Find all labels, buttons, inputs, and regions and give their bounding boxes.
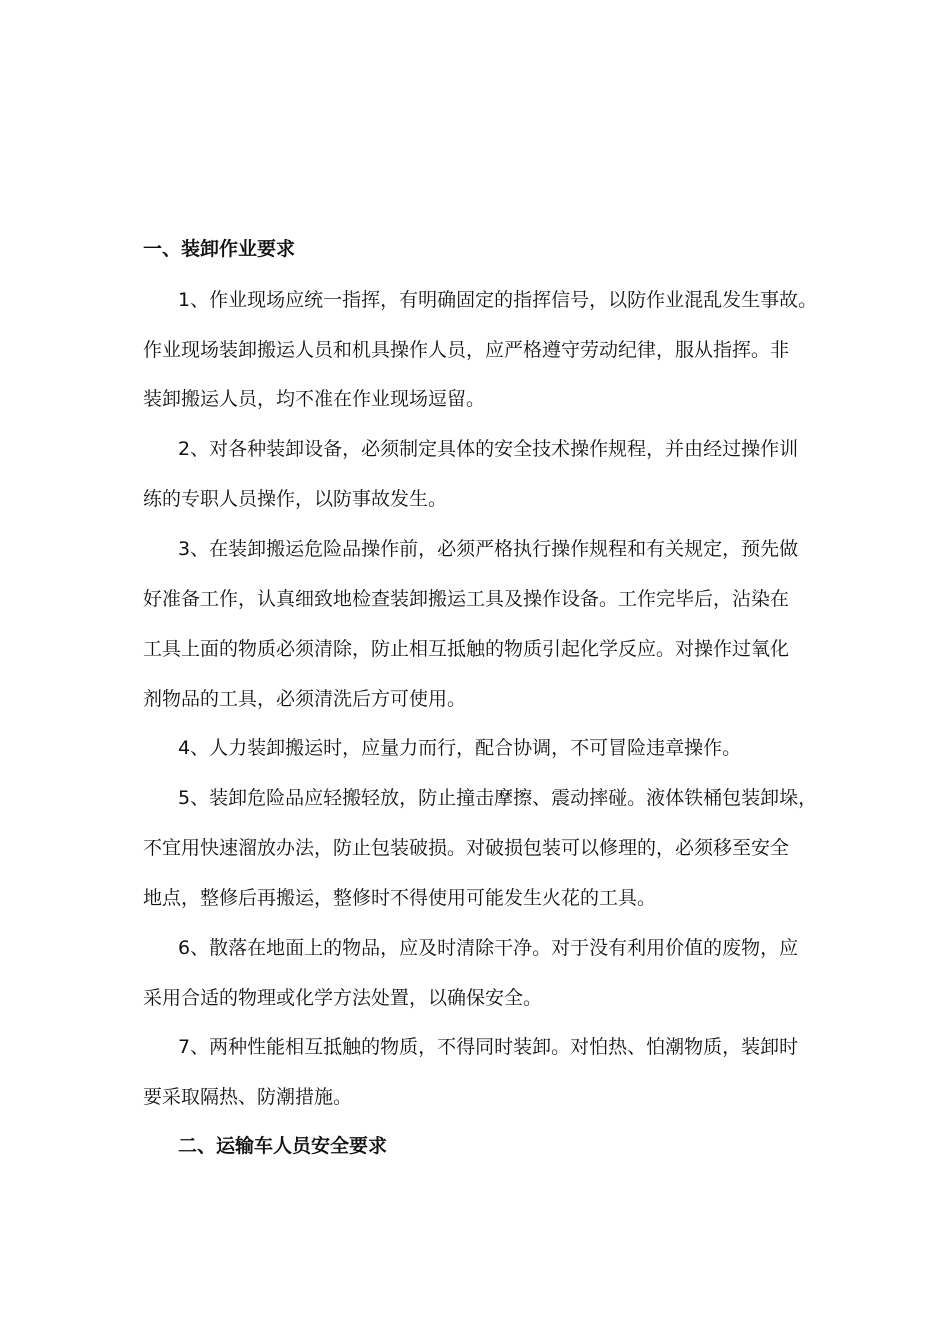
paragraph-2-line-2: 练的专职人员操作，以防事故发生。 xyxy=(143,488,448,510)
paragraph-7-line-1: 7、两种性能相互抵触的物质，不得同时装卸。对怕热、怕潮物质，装卸时 xyxy=(178,1036,799,1058)
paragraph-1-line-3: 装卸搬运人员，均不准在作业现场逗留。 xyxy=(143,388,486,410)
paragraph-5-line-1: 5、装卸危险品应轻搬轻放，防止撞击摩擦、震动摔碰。液体铁桶包装卸垛， xyxy=(178,787,818,809)
section-heading-loading: 一、装卸作业要求 xyxy=(143,238,296,260)
paragraph-2-line-1: 2、对各种装卸设备，必须制定具体的安全技术操作规程，并由经过操作训 xyxy=(178,438,799,460)
paragraph-4-line-1: 4、人力装卸搬运时，应量力而行，配合协调，不可冒险违章操作。 xyxy=(178,737,742,759)
paragraph-6-line-1: 6、散落在地面上的物品，应及时清除干净。对于没有利用价值的废物，应 xyxy=(178,937,799,959)
paragraph-3-line-1: 3、在装卸搬运危险品操作前，必须严格执行操作规程和有关规定，预先做 xyxy=(178,538,799,560)
paragraph-1-line-2: 作业现场装卸搬运人员和机具操作人员，应严格遵守劳动纪律，服从指挥。非 xyxy=(143,339,790,361)
paragraph-5-line-2: 不宜用快速溜放办法，防止包装破损。对破损包装可以修理的，必须移至安全 xyxy=(143,837,790,859)
paragraph-5-line-3: 地点，整修后再搬运，整修时不得使用可能发生火花的工具。 xyxy=(143,887,657,909)
paragraph-3-line-4: 剂物品的工具，必须清洗后方可使用。 xyxy=(143,688,467,710)
paragraph-7-line-2: 要采取隔热、防潮措施。 xyxy=(143,1086,353,1108)
paragraph-3-line-2: 好准备工作，认真细致地检查装卸搬运工具及操作设备。工作完毕后，沾染在 xyxy=(143,588,790,610)
section-heading-transport: 二、运输车人员安全要求 xyxy=(178,1135,388,1157)
paragraph-1-line-1: 1、作业现场应统一指挥，有明确固定的指挥信号，以防作业混乱发生事故。 xyxy=(178,289,818,311)
paragraph-3-line-3: 工具上面的物质必须清除，防止相互抵触的物质引起化学反应。对操作过氧化 xyxy=(143,638,790,660)
paragraph-6-line-2: 采用合适的物理或化学方法处置，以确保安全。 xyxy=(143,987,543,1009)
